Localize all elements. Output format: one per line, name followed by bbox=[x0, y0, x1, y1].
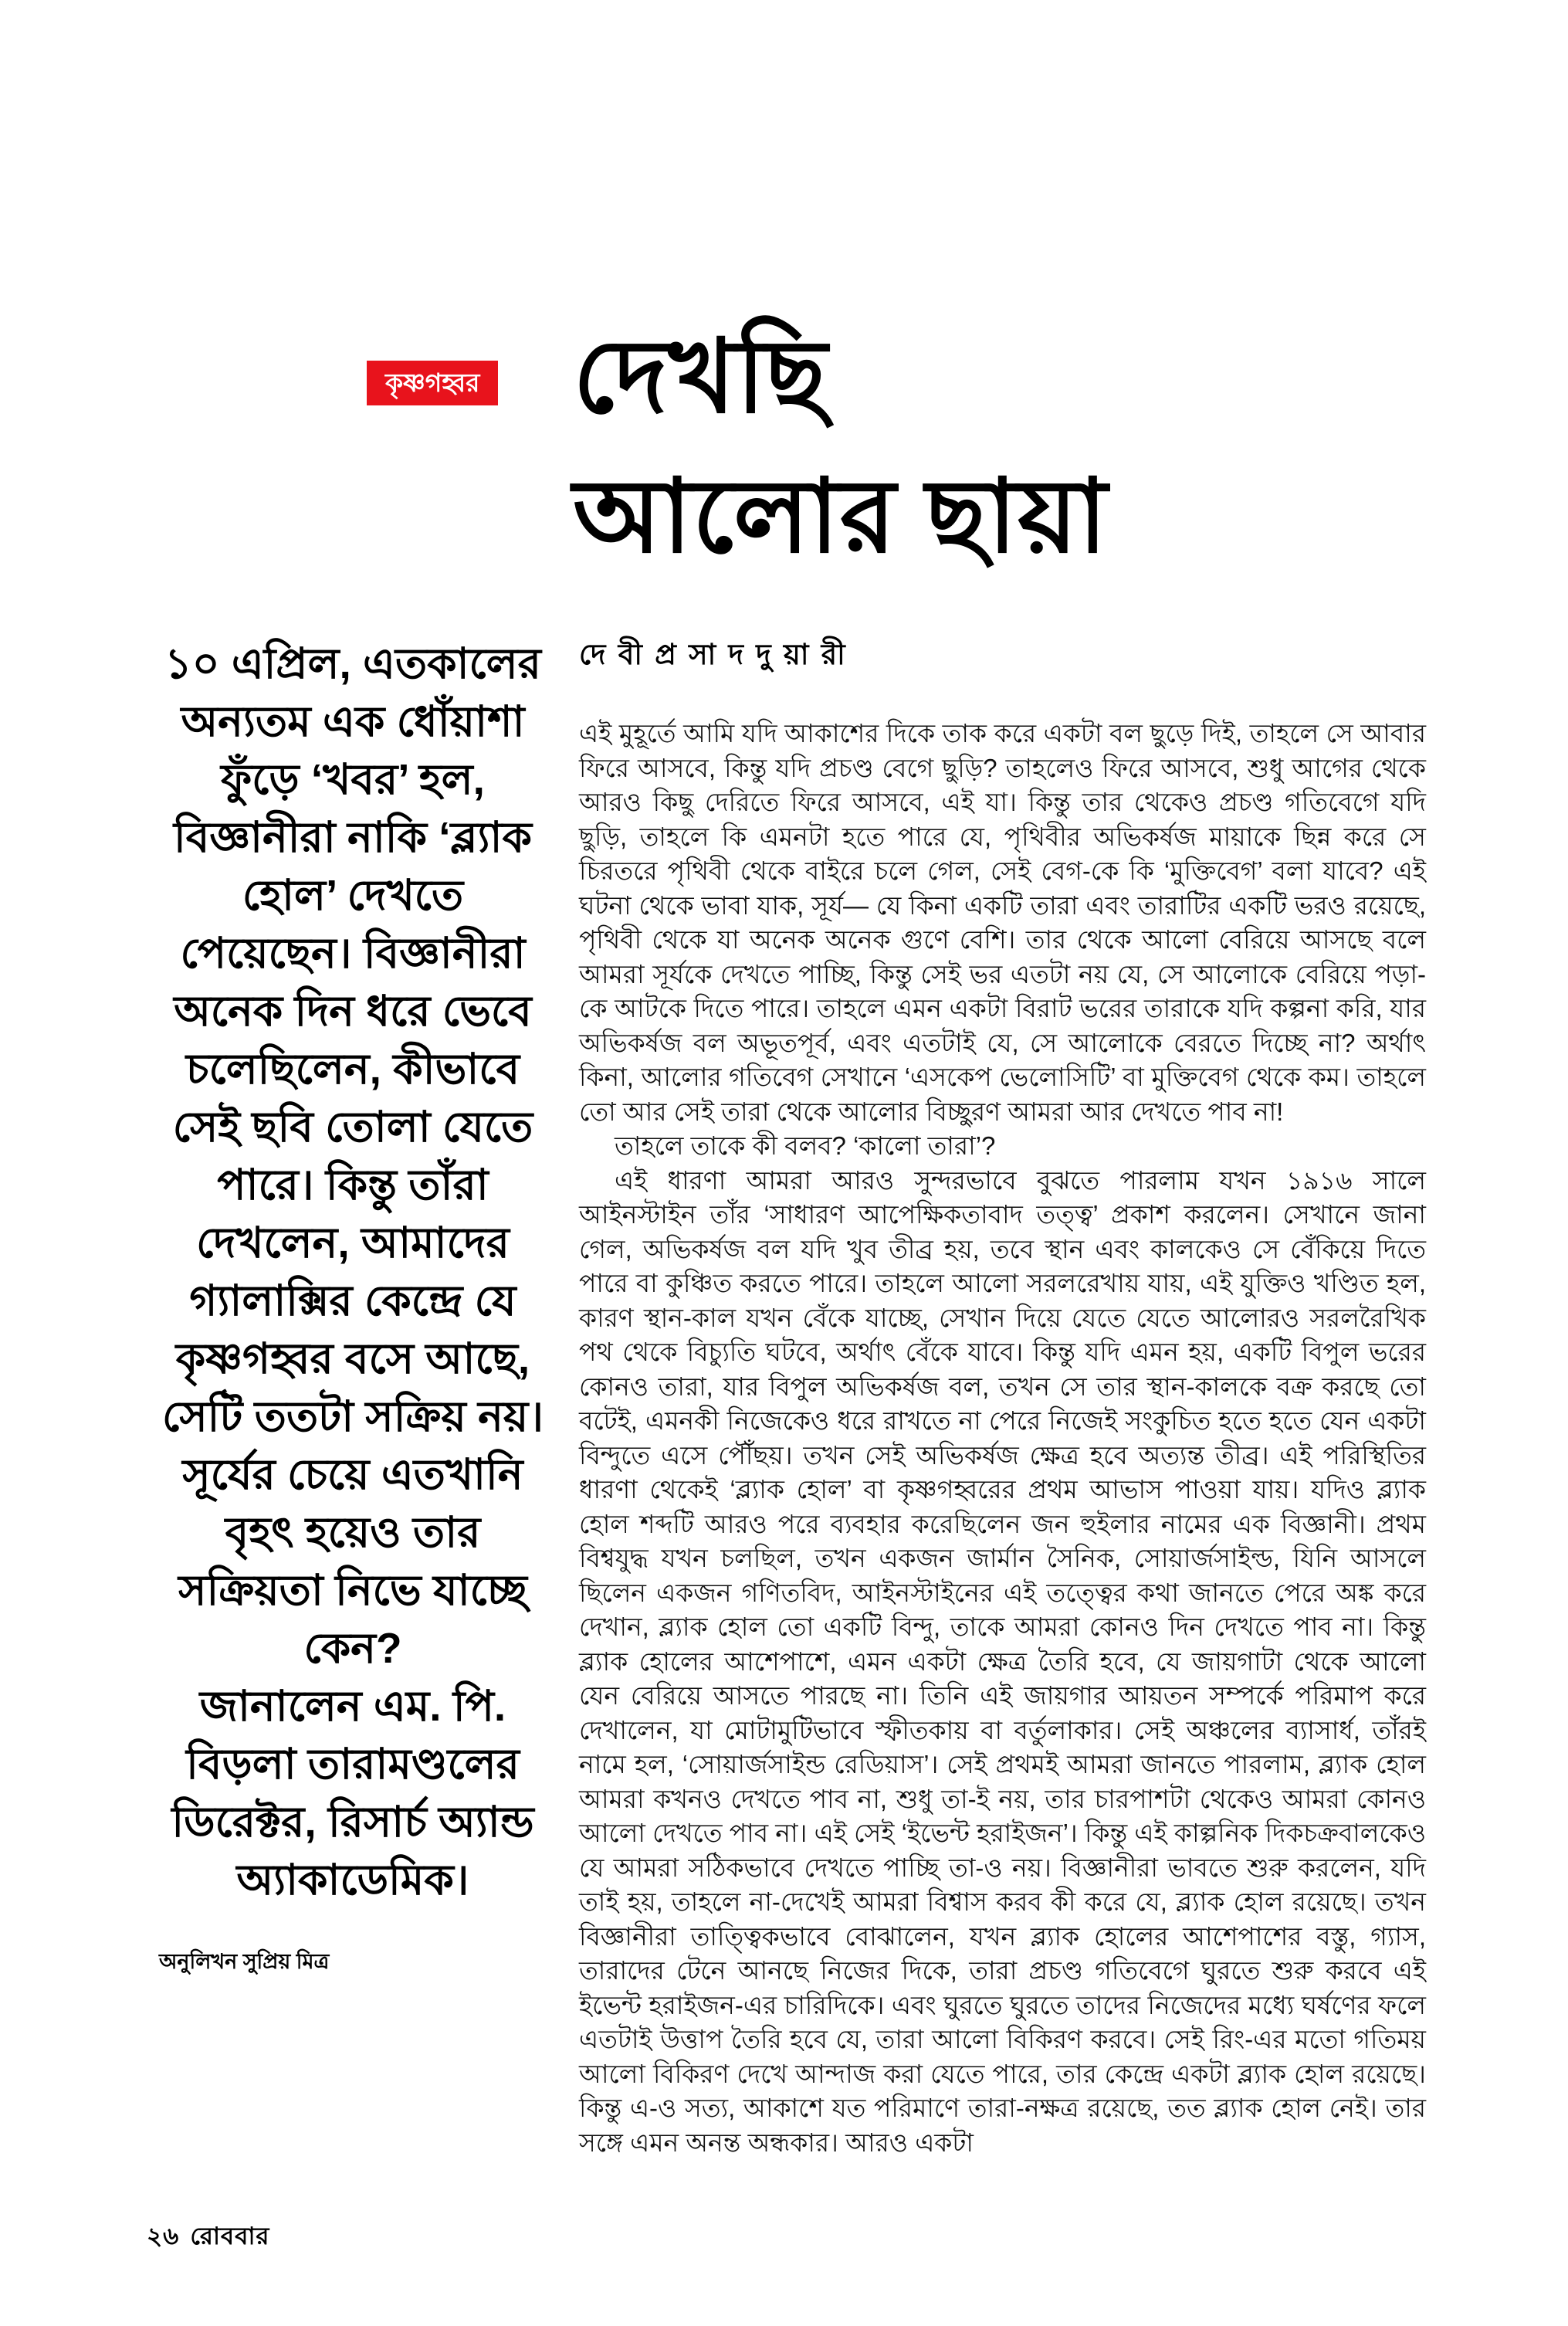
body-paragraph: এই মুহূর্তে আমি যদি আকাশের দিকে তাক করে একটা বল ছুড়ে দিই, তাহলে সে আবার ফিরে আসবে, কিন্তু যদি প্রচণ্ড বেগে ছুড়ি? তাহলেও ফিরে আসবে, শুধু আগের থেকে আরও কিছু দেরিতে ফিরে আসবে, এই যা। কিন্তু তার থেকেও প্রচণ্ড গতিবেগে যদি ছুড়ি, তাহলে কি এমনটা হতে পারে যে, পৃথিবীর অভিকর্ষজ মায়াকে ছিন্ন করে সে চিরতরে পৃথিবী থেকে বাইরে চলে গেল, সেই বেগ-কে কি ‘মুক্তিবেগ’ বলা যাবে? এই ঘটনা থেকে ভাবা যাক, সূর্য— যে কিনা একটি তারা এবং তারাটির একটি ভরও রয়েছে, পৃথিবী থেকে যা অনেক অনেক গুণে বেশি। তার থেকে আলো বেরিয়ে আসছে বলে আমরা সূর্যকে দেখতে পাচ্ছি, কিন্তু সেই ভর এতটা নয় যে, সে আলোকে বেরিয়ে পড়া-কে আটকে দিতে পারে। তাহলে এমন একটা বিরাট ভরের তারাকে যদি কল্পনা করি, যার অভিকর্ষজ বল অভূতপূর্ব, এবং এতটাই যে, সে আলোকে বেরতে দিচ্ছে না? অর্থাৎ কিনা, আলোর গতিবেগ সেখানে ‘এসকেপ ভেলোসিটি’ বা মুক্তিবেগ থেকে কম। তাহলে তো আর সেই তারা থেকে আলোর বিচ্ছুরণ আমরা আর দেখতে পাব না! bbox=[579, 719, 1426, 1126]
kicker-badge: কৃষ্ণগহ্বর bbox=[367, 361, 498, 405]
standfirst-attribution: জানালেন এম. পি. বিড়লা তারামণ্ডলের ডিরেক্টর, রিসার্চ অ্যান্ড অ্যাকাডেমিক। bbox=[171, 1682, 534, 1904]
magazine-name: রোববার bbox=[190, 2223, 270, 2250]
article-body-column bbox=[579, 717, 1426, 2160]
body-paragraph: এই ধারণা আমরা আরও সুন্দরভাবে বুঝতে পারলাম যখন ১৯১৬ সালে আইনস্টাইন তাঁর ‘সাধারণ আপেক্ষিকতাবাদ তত্ত্ব’ প্রকাশ করলেন। সেখানে জানা গেল, অভিকর্ষজ বল যদি খুব তীব্র হয়, তবে স্থান এবং কালকেও সে বেঁকিয়ে দিতে পারে বা কুঞ্চিত করতে পারে। তাহলে আলো সরলরেখায় যায়, এই যুক্তিও খণ্ডিত হল, কারণ স্থান-কাল যখন বেঁকে যাচ্ছে, সেখান দিয়ে যেতে যেতে আলোরও সরলরৈখিক পথ থেকে বিচ্যুতি ঘটবে, অর্থাৎ বেঁকে যাবে। কিন্তু যদি এমন হয়, একটি বিপুল ভরের কোনও তারা, যার বিপুল অভিকর্ষজ বল, তখন সে তার স্থান-কালকে বক্র করছে তো বটেই, এমনকী নিজেকেও ধরে রাখতে না পেরে নিজেই সংকুচিত হতে হতে যেন একটা বিন্দুতে এসে পৌঁছয়। তখন সেই অভিকর্ষজ ক্ষেত্র হবে অত্যন্ত তীব্র। এই পরিস্থিতির ধারণা থেকেই ‘ব্ল্যাক হোল’ বা কৃষ্ণগহ্বরের প্রথম আভাস পাওয়া যায়। যদিও ব্ল্যাক হোল শব্দটি আরও পরে ব্যবহার করেছিলেন জন হুইলার নামের এক বিজ্ঞানী। প্রথম বিশ্বযুদ্ধ যখন চলছিল, তখন একজন জার্মান সৈনিক, সোয়ার্জসাইল্ড, যিনি আসলে ছিলেন একজন গণিতবিদ, আইনস্টাইনের এই তত্ত্বের কথা জানতে পেরে অঙ্ক করে দেখান, ব্ল্যাক হোল তো একটি বিন্দু, তাকে আমরা কোনও দিন দেখতে পাব না। কিন্তু ব্ল্যাক হোলের আশেপাশে, এমন একটা ক্ষেত্র তৈরি হবে, যে জায়গাটা থেকে আলো যেন বেরিয়ে আসতে পারছে না। তিনি এই জায়গার আয়তন সম্পর্কে পরিমাপ করে দেখালেন, যা মোটামুটিভাবে স্ফীতকায় বা বর্তুলাকার। সেই অঞ্চলের ব্যাসার্ধ, তাঁরই নামে হল, ‘সোয়ার্জসাইন্ড রেডিয়াস’। সেই প্রথমই আমরা জানতে পারলাম, ব্ল্যাক হোল আমরা কখনও দেখতে পাব না, শুধু তা-ই নয়, তার চারপাশটা থেকেও আমরা কোনও আলো দেখতে পাব না। এই সেই ‘ইভেন্ট হরাইজন’। কিন্তু এই কাল্পনিক দিকচক্রবালকেও যে আমরা সঠিকভাবে দেখতে পাচ্ছি তা-ও নয়। বিজ্ঞানীরা ভাবতে শুরু করলেন, যদি তাই হয়, তাহলে না-দেখেই আমরা বিশ্বাস করব কী করে যে, ব্ল্যাক হোল রয়েছে। তখন বিজ্ঞানীরা তাত্ত্বিকভাবে বোঝালেন, যখন ব্ল্যাক হোলের আশেপাশের বস্তু, গ্যাস, তারাদের টেনে আনছে নিজের দিকে, তারা প্রচণ্ড গতিবেগে ঘুরতে শুরু করবে এই ইভেন্ট হরাইজন-এর চারিদিকে। এবং ঘুরতে ঘুরতে তাদের নিজেদের মধ্যে ঘর্ষণের ফলে এতটাই উত্তাপ তৈরি হবে যে, তারা আলো বিকিরণ করবে। সেই রিং-এর মতো গতিময় আলো বিকিরণ দেখে আন্দাজ করা যেতে পারে, তার কেন্দ্রে একটা ব্ল্যাক হোল রয়েছে। কিন্তু এ-ও সত্য, আকাশে যত পরিমাণে তারা-নক্ষত্র রয়েছে, তত ব্ল্যাক হোল নেই। তার সঙ্গে এমন অনন্ত অন্ধকার। আরও একটা bbox=[579, 1165, 1426, 2157]
standfirst-text: ১০ এপ্রিল, এতকালের অন্যতম এক ধোঁয়াশা ফুঁড়ে ‘খবর’ হল, বিজ্ঞানীরা নাকি ‘ব্ল্যাক হোল’ দেখতে পেয়েছেন। বিজ্ঞানীরা অনেক দিন ধরে ভেবে চলেছিলেন, কীভাবে সেই ছবি তোলা যেতে পারে। কিন্তু তাঁরা দেখলেন, আমাদের গ্যালাক্সির কেন্দ্রে যে কৃষ্ণগহ্বর বসে আছে, সেটি ততটা সক্রিয় নয়। সূর্যের চেয়ে এতখানি বৃহৎ হয়েও তার সক্রিয়তা নিভে যাচ্ছে কেন? bbox=[162, 639, 544, 1672]
headline bbox=[573, 307, 1453, 587]
headline-line-1: দেখছি bbox=[573, 320, 828, 433]
headline-line-2: আলোর ছায়া bbox=[573, 459, 1109, 573]
transcription-credit: অনুলিখন সুপ্রিয় মিত্র bbox=[159, 1950, 330, 1973]
standfirst-column bbox=[153, 635, 553, 1909]
page-footer bbox=[147, 2218, 269, 2258]
page-number: ২৬ bbox=[147, 2223, 180, 2250]
author-byline: দে বী প্র সা দ দু য়া রী bbox=[579, 639, 848, 670]
body-paragraph: তাহলে তাকে কী বলব? ‘কালো তারা’? bbox=[615, 1131, 996, 1160]
